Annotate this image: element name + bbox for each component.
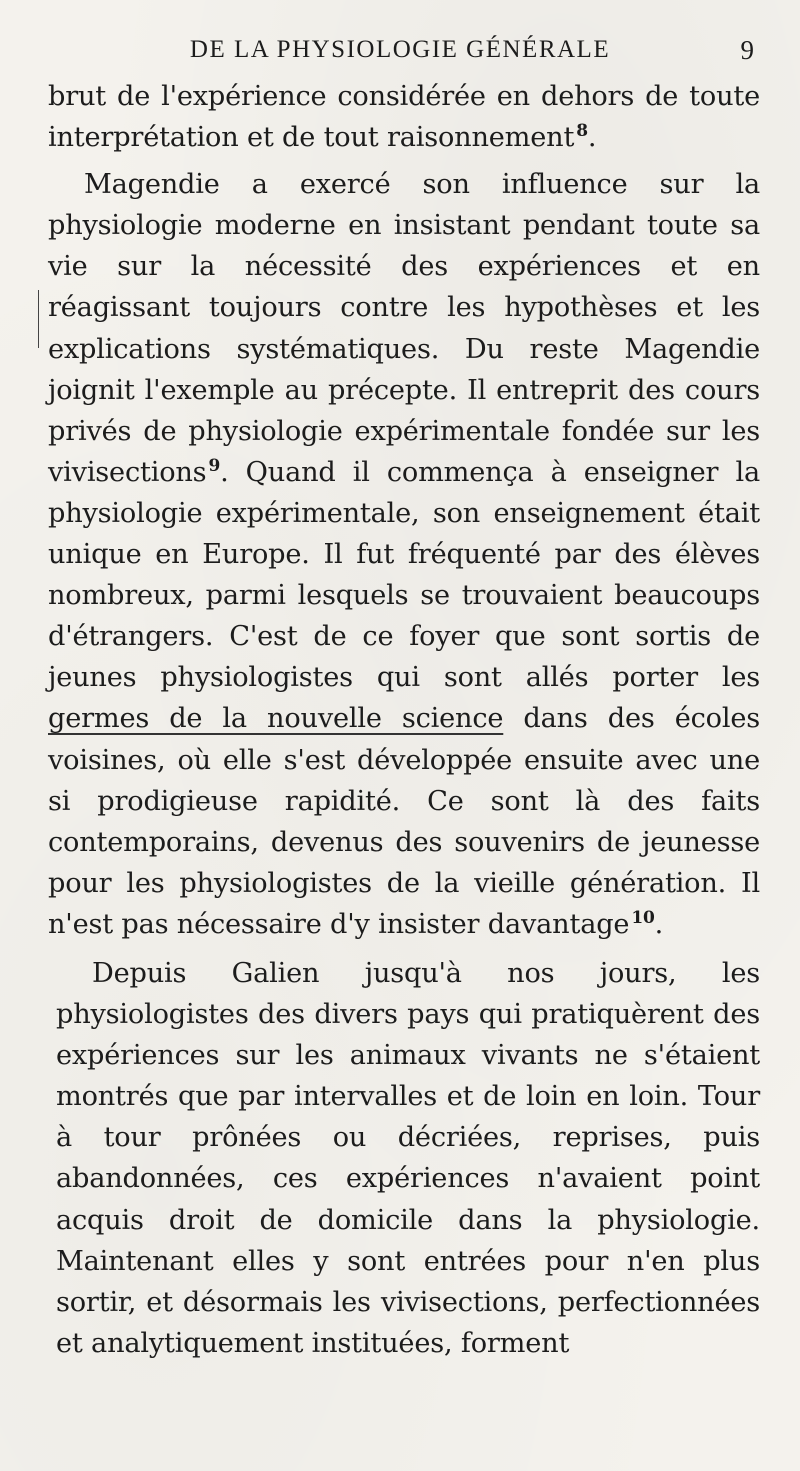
paragraph-galien: Depuis Galien jusqu'à nos jours, les physiologistes des divers pays qui pratiquèrent des expériences sur les animaux vivants ne s'étaient montrés que par intervalles et de loin en loin. Tour à tour prônées ou décriées, reprises, puis abandonnées, ces expériences n'avaient point acquis droit de domicile dans la physiologie. Maintenant elles y sont entrées pour n'en plus sortir, et désormais les vivisections, perfectionnées et analytiquement instituées, forment [56,957,760,1359]
running-head [0,32,800,68]
paragraph-2-part-1: Magendie a exercé son influence sur la physiologie moderne en insistant pendant toute sa vie sur la nécessité des expériences et en réagissant toujours contre les hypothèses et les explications systématiques. Du reste Magendie joignit l'exemple au précepte. Il entreprit des cours privés de physiologie expérimentale fondée sur les vivisections [48,169,760,488]
paragraph-2-part-3: dans des écoles voisines, où elle s'est développée ensuite avec une si prodigieuse rapidité. Ce sont là des faits contemporains, devenus des souvenirs de jeunesse pour les physiologistes de la vieille génération. Il n'est pas nécessaire d'y insister davantage [48,703,760,940]
underlined-phrase: germes de la nouvelle science [48,703,504,735]
margin-pencil-mark [38,290,39,348]
body-text [48,76,760,1370]
paragraph-1-end: . [587,122,597,154]
paragraph-2-part-2: . Quand il commença à enseigner la physiologie expérimentale, son enseignement était unique en Europe. Il fut fréquenté par des élèves nombreux, parmi lesquels se trouvaient beaucoups d'étrangers. C'est de ce foyer que sont sortis de jeunes physiologistes qui sont allés porter les [48,456,760,694]
paragraph-magendie [48,164,760,945]
running-title: DE LA PHYSIOLOGIE GÉNÉRALE [189,36,611,63]
footnote-marker-9: 9 [208,455,221,476]
paragraph-2-end: . [654,908,664,940]
paragraph-1-text: brut de l'expérience considérée en dehors de toute interprétation et de tout raisonnement [48,81,760,154]
footnote-marker-10: 10 [631,907,655,928]
footnote-marker-8: 8 [576,121,588,142]
paragraph-continuation [48,76,760,158]
page-number: 9 [740,35,754,65]
